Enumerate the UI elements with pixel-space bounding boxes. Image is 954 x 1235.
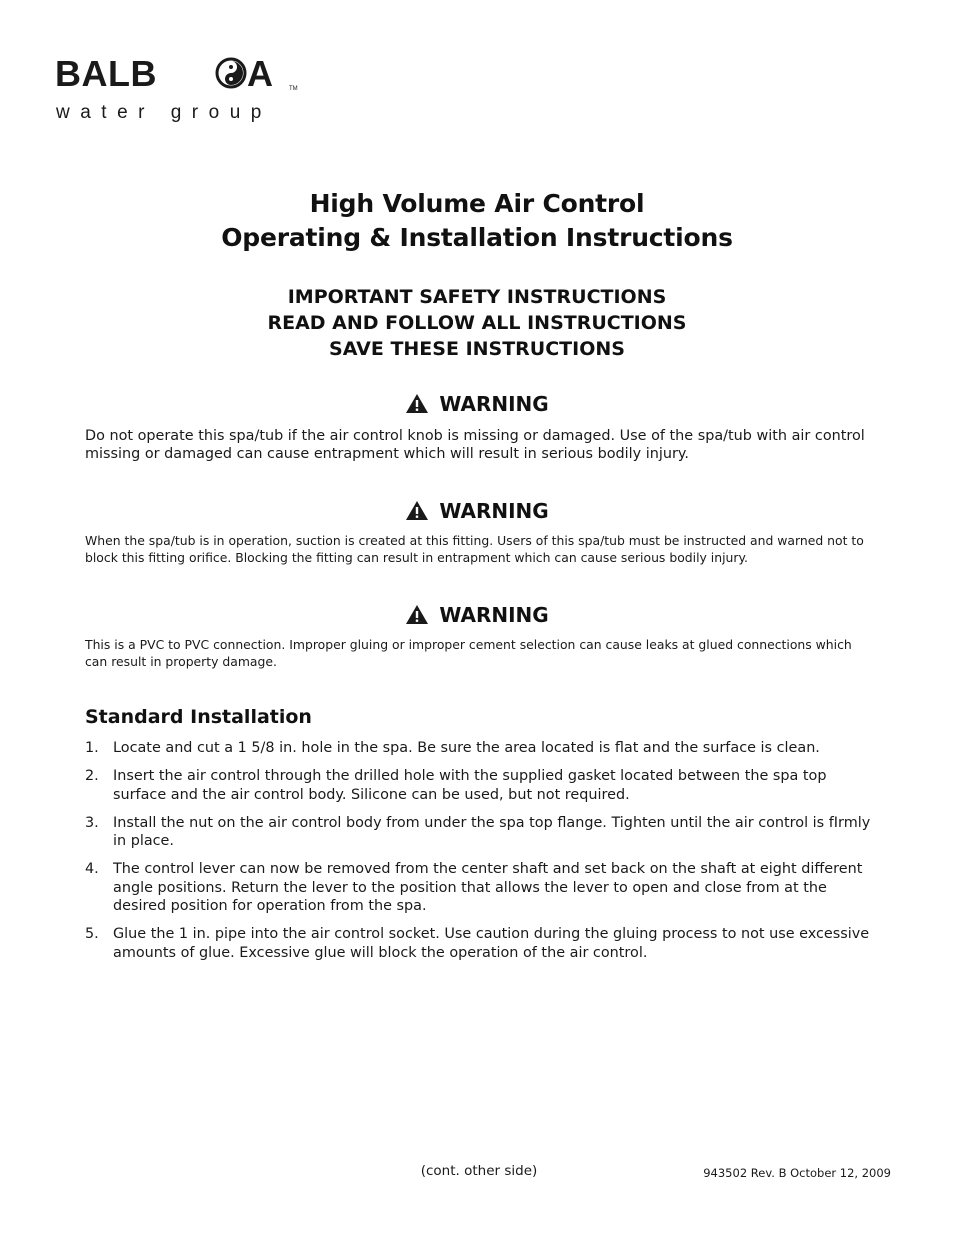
warning-heading-label-1: WARNING	[439, 392, 549, 416]
safety-line-3: SAVE THESE INSTRUCTIONS	[329, 338, 625, 360]
title-line-2: Operating & Installation Instructions	[221, 223, 733, 252]
balboa-logo-graphic	[55, 54, 305, 124]
logo-trademark: TM	[289, 86, 298, 92]
document-title	[0, 187, 954, 255]
list-item	[85, 767, 875, 804]
warning-body-2: When the spa/tub is in operation, suction is created at this fitting. Users of this spa/tub must be instructed and warned not to block this fitting orifice. Blocking the fitting can result in entrapment which can cause serious bodily injury.	[85, 533, 864, 565]
step-text: Install the nut on the air control body from under the spa top flange. Tighten until the air control is fIrmly in place.	[113, 814, 871, 849]
warning-heading-label-2: WARNING	[439, 499, 549, 523]
balboa-logo	[55, 54, 305, 124]
logo-brand-a: A	[247, 54, 273, 94]
warning-heading-label-3: WARNING	[439, 603, 549, 627]
list-item	[85, 925, 875, 962]
footer-revision: 943502 Rev. B October 12, 2009	[703, 1166, 891, 1180]
list-item	[85, 739, 875, 758]
list-item	[85, 860, 875, 916]
installation-steps-list	[85, 739, 875, 972]
warning-body-1: Do not operate this spa/tub if the air control knob is missing or damaged. Use of the spa/tub with air control missing or damaged can cause entrapment which will result in serious bodily injury.	[85, 428, 865, 462]
step-number: 5.	[85, 926, 99, 942]
step-number: 3.	[85, 814, 99, 831]
section-heading-standard-installation: Standard Installation	[85, 706, 312, 728]
step-text: The control lever can now be removed from the center shaft and set back on the shaft at eight different angle positions. Return the lever to the position that allows the lever to open and close from at the desired position for operation from the spa.	[113, 861, 863, 914]
warning-triangle-icon	[405, 604, 429, 630]
warning-triangle-icon	[405, 393, 429, 419]
yin-yang-icon	[217, 59, 245, 87]
title-line-1: High Volume Air Control	[309, 189, 645, 218]
safety-banner	[0, 284, 954, 362]
step-number: 4.	[85, 861, 99, 877]
footer-continued-text: (cont. other side)	[420, 1163, 538, 1179]
step-number: 1.	[85, 740, 99, 756]
logo-brand-bal: BALB	[55, 54, 157, 94]
step-number: 2.	[85, 768, 99, 784]
warning-triangle-icon	[405, 500, 429, 526]
warning-heading-2	[0, 499, 954, 526]
warning-heading-1	[0, 392, 954, 419]
list-item	[85, 814, 875, 851]
step-text: Insert the air control through the drilled hole with the supplied gasket located between the spa top surface and the air control body. Silicone can be used, but not required.	[113, 768, 827, 803]
safety-line-2: READ AND FOLLOW ALL INSTRUCTIONS	[267, 312, 687, 334]
warning-heading-3	[0, 603, 954, 630]
safety-line-1: IMPORTANT SAFETY INSTRUCTIONS	[287, 286, 667, 308]
warning-body-3: This is a PVC to PVC connection. Improper gluing or improper cement selection can cause leaks at glued connections which can result in property damage.	[85, 637, 852, 669]
step-text: Glue the 1 in. pipe into the air control socket. Use caution during the gluing process to not use excessive amounts of glue. Excessive glue will block the operation of the air control.	[113, 926, 870, 961]
step-text: Locate and cut a 1 5/8 in. hole in the spa. Be sure the area located is flat and the surface is clean.	[113, 740, 820, 756]
logo-tagline: water group	[56, 102, 272, 123]
